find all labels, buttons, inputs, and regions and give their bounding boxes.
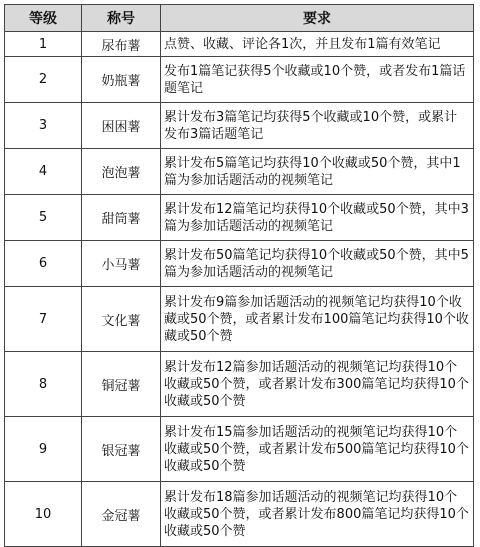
title-cell: 奶瓶薯 — [82, 57, 161, 103]
title-cell: 泡泡薯 — [82, 149, 161, 195]
table-row — [5, 149, 474, 195]
requirement-cell: 累计发布5篇笔记均获得10个收藏或50个赞，其中1篇为参加话题活动的视频笔记 — [161, 149, 474, 195]
table-row — [5, 417, 474, 482]
title-cell: 银冠薯 — [82, 417, 161, 482]
title-cell: 小马薯 — [82, 241, 161, 287]
title-cell: 文化薯 — [82, 287, 161, 352]
title-cell: 尿布薯 — [82, 32, 161, 57]
level-cell: 3 — [5, 103, 82, 149]
level-cell: 4 — [5, 149, 82, 195]
table-row — [5, 103, 474, 149]
title-cell: 金冠薯 — [82, 482, 161, 547]
level-cell: 2 — [5, 57, 82, 103]
requirement-cell: 累计发布15篇参加话题活动的视频笔记均获得10个收藏或50个赞，或者累计发布500篇笔记均获得10个收藏或50个赞 — [161, 417, 474, 482]
requirement-cell: 点赞、收藏、评论各1次，并且发布1篇有效笔记 — [161, 32, 474, 57]
table-row — [5, 32, 474, 57]
title-cell: 甜筒薯 — [82, 195, 161, 241]
level-cell: 9 — [5, 417, 82, 482]
level-cell: 5 — [5, 195, 82, 241]
level-cell: 10 — [5, 482, 82, 547]
level-cell: 1 — [5, 32, 82, 57]
level-requirements-table — [4, 4, 474, 547]
requirement-cell: 累计发布12篇笔记均获得10个收藏或50个赞，其中3篇为参加话题活动的视频笔记 — [161, 195, 474, 241]
requirement-cell: 累计发布3篇笔记均获得5个收藏或10个赞，或累计发布3篇话题笔记 — [161, 103, 474, 149]
requirement-cell: 累计发布12篇参加话题活动的视频笔记均获得10个收藏或50个赞，或者累计发布300篇笔记均获得10个收藏或50个赞 — [161, 352, 474, 417]
requirement-cell: 累计发布18篇参加话题活动的视频笔记均获得10个收藏或50个赞，或者累计发布800篇笔记均获得10个收藏或50个赞 — [161, 482, 474, 547]
header-requirement: 要求 — [161, 5, 474, 32]
level-table-container — [4, 4, 473, 547]
title-cell: 铜冠薯 — [82, 352, 161, 417]
table-row — [5, 287, 474, 352]
table-row — [5, 57, 474, 103]
table-row — [5, 195, 474, 241]
level-cell: 7 — [5, 287, 82, 352]
level-cell: 8 — [5, 352, 82, 417]
table-header-row — [5, 5, 474, 32]
requirement-cell: 累计发布50篇笔记均获得10个收藏或50个赞，其中5篇为参加话题活动的视频笔记 — [161, 241, 474, 287]
table-row — [5, 352, 474, 417]
header-level: 等级 — [5, 5, 82, 32]
level-cell: 6 — [5, 241, 82, 287]
requirement-cell: 累计发布9篇参加话题活动的视频笔记均获得10个收藏或50个赞，或者累计发布100篇笔记均获得10个收藏或50个赞 — [161, 287, 474, 352]
table-row — [5, 241, 474, 287]
table-row — [5, 482, 474, 547]
requirement-cell: 发布1篇笔记获得5个收藏或10个赞，或者发布1篇话题笔记 — [161, 57, 474, 103]
header-title: 称号 — [82, 5, 161, 32]
title-cell: 困困薯 — [82, 103, 161, 149]
